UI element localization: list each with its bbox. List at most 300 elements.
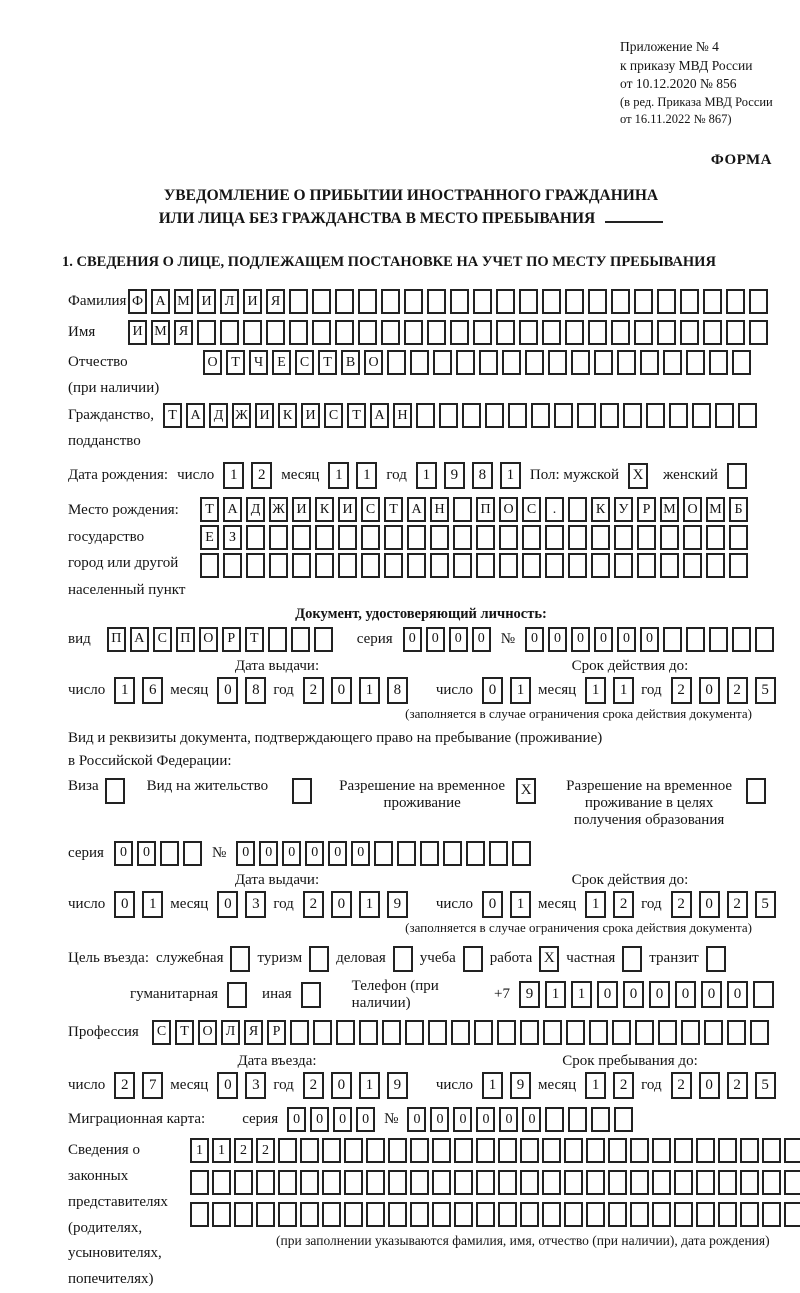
char-box[interactable]: Т [245, 627, 264, 652]
char-box[interactable] [750, 1020, 769, 1045]
char-box[interactable]: Л [221, 1020, 240, 1045]
char-box[interactable] [594, 350, 613, 375]
char-box[interactable]: 2 [303, 677, 324, 704]
char-box[interactable]: Р [267, 1020, 286, 1045]
char-box[interactable] [696, 1202, 715, 1227]
char-box[interactable] [703, 289, 722, 314]
char-box[interactable]: 2 [671, 1072, 692, 1099]
char-box[interactable] [497, 1020, 516, 1045]
birth-place-cells-row1[interactable] [200, 497, 748, 522]
char-box[interactable] [443, 841, 462, 866]
char-box[interactable] [520, 1020, 539, 1045]
char-box[interactable] [729, 525, 748, 550]
char-box[interactable]: 0 [623, 981, 644, 1008]
char-box[interactable]: 2 [256, 1138, 275, 1163]
char-box[interactable]: 2 [613, 891, 634, 918]
char-box[interactable] [374, 841, 393, 866]
char-box[interactable]: 2 [613, 1072, 634, 1099]
char-box[interactable] [586, 1202, 605, 1227]
char-box[interactable] [696, 1170, 715, 1195]
char-box[interactable] [433, 350, 452, 375]
char-box[interactable] [692, 403, 711, 428]
char-box[interactable] [269, 553, 288, 578]
representatives-cells-row1[interactable] [190, 1138, 800, 1163]
char-box[interactable] [454, 1138, 473, 1163]
char-box[interactable] [686, 350, 705, 375]
char-box[interactable] [190, 1202, 209, 1227]
char-box[interactable]: И [128, 320, 147, 345]
char-box[interactable]: В [341, 350, 360, 375]
birth-place-cells-row2[interactable] [200, 525, 748, 550]
char-box[interactable]: 1 [356, 462, 377, 489]
char-box[interactable] [519, 289, 538, 314]
char-box[interactable] [410, 1138, 429, 1163]
char-box[interactable]: 1 [585, 677, 606, 704]
char-box[interactable]: 0 [282, 841, 301, 866]
char-box[interactable] [183, 841, 202, 866]
char-box[interactable] [476, 553, 495, 578]
char-box[interactable]: Т [318, 350, 337, 375]
char-box[interactable]: 0 [525, 627, 544, 652]
residence-issue-month-cells[interactable] [217, 891, 266, 918]
char-box[interactable] [686, 627, 705, 652]
char-box[interactable] [450, 289, 469, 314]
char-box[interactable] [489, 841, 508, 866]
char-box[interactable]: 0 [333, 1107, 352, 1132]
char-box[interactable]: Ж [232, 403, 251, 428]
char-box[interactable] [660, 553, 679, 578]
char-box[interactable]: О [198, 1020, 217, 1045]
char-box[interactable] [289, 289, 308, 314]
char-box[interactable] [439, 403, 458, 428]
char-box[interactable] [410, 1170, 429, 1195]
option-visa-checkbox[interactable] [105, 778, 125, 804]
char-box[interactable] [466, 841, 485, 866]
char-box[interactable] [312, 289, 331, 314]
char-box[interactable] [564, 1202, 583, 1227]
char-box[interactable] [545, 553, 564, 578]
char-box[interactable] [382, 1020, 401, 1045]
char-box[interactable]: И [338, 497, 357, 522]
char-box[interactable] [388, 1138, 407, 1163]
char-box[interactable] [289, 320, 308, 345]
char-box[interactable]: 0 [310, 1107, 329, 1132]
char-box[interactable]: Е [272, 350, 291, 375]
char-box[interactable]: 2 [671, 677, 692, 704]
char-box[interactable] [256, 1202, 275, 1227]
char-box[interactable] [589, 1020, 608, 1045]
char-box[interactable] [381, 320, 400, 345]
char-box[interactable] [519, 320, 538, 345]
char-box[interactable] [361, 553, 380, 578]
char-box[interactable]: С [361, 497, 380, 522]
char-box[interactable]: О [203, 350, 222, 375]
char-box[interactable]: 0 [594, 627, 613, 652]
char-box[interactable] [586, 1138, 605, 1163]
residence-issue-year-cells[interactable] [303, 891, 408, 918]
char-box[interactable]: И [301, 403, 320, 428]
char-box[interactable]: 6 [142, 677, 163, 704]
char-box[interactable] [749, 320, 768, 345]
char-box[interactable] [520, 1202, 539, 1227]
char-box[interactable]: 0 [114, 891, 135, 918]
residence-number-cells[interactable] [236, 841, 531, 866]
char-box[interactable]: С [153, 627, 172, 652]
char-box[interactable]: Н [430, 497, 449, 522]
char-box[interactable]: 8 [472, 462, 493, 489]
char-box[interactable]: 1 [190, 1138, 209, 1163]
patronymic-cells[interactable] [203, 350, 751, 375]
char-box[interactable]: Я [174, 320, 193, 345]
char-box[interactable]: 0 [571, 627, 590, 652]
char-box[interactable] [683, 553, 702, 578]
entry-year-cells[interactable] [303, 1072, 408, 1099]
char-box[interactable] [344, 1170, 363, 1195]
char-box[interactable]: И [243, 289, 262, 314]
char-box[interactable] [612, 1020, 631, 1045]
doc-number-cells[interactable] [525, 627, 774, 652]
char-box[interactable] [715, 403, 734, 428]
char-box[interactable] [784, 1202, 800, 1227]
char-box[interactable]: Б [729, 497, 748, 522]
char-box[interactable]: 0 [548, 627, 567, 652]
char-box[interactable] [454, 1202, 473, 1227]
char-box[interactable] [657, 289, 676, 314]
char-box[interactable]: М [706, 497, 725, 522]
char-box[interactable] [366, 1202, 385, 1227]
char-box[interactable]: 0 [482, 677, 503, 704]
stay-day-cells[interactable] [482, 1072, 531, 1099]
char-box[interactable]: 1 [223, 462, 244, 489]
char-box[interactable]: 3 [245, 1072, 266, 1099]
char-box[interactable] [564, 1170, 583, 1195]
char-box[interactable] [359, 1020, 378, 1045]
char-box[interactable]: 1 [328, 462, 349, 489]
char-box[interactable] [476, 1138, 495, 1163]
doc-series-cells[interactable] [403, 627, 491, 652]
char-box[interactable] [292, 525, 311, 550]
char-box[interactable] [522, 525, 541, 550]
doc-valid-day-cells[interactable] [482, 677, 531, 704]
char-box[interactable] [669, 403, 688, 428]
char-box[interactable]: З [223, 525, 242, 550]
option-temp-residence-checkbox[interactable]: X [516, 778, 536, 804]
char-box[interactable]: К [278, 403, 297, 428]
char-box[interactable] [634, 320, 653, 345]
char-box[interactable] [753, 981, 774, 1008]
char-box[interactable]: М [151, 320, 170, 345]
char-box[interactable]: 0 [430, 1107, 449, 1132]
purpose-humanitarian-checkbox[interactable] [227, 982, 247, 1008]
char-box[interactable] [300, 1202, 319, 1227]
char-box[interactable]: 0 [640, 627, 659, 652]
char-box[interactable]: 9 [387, 891, 408, 918]
char-box[interactable] [366, 1170, 385, 1195]
char-box[interactable] [432, 1138, 451, 1163]
char-box[interactable] [591, 525, 610, 550]
char-box[interactable] [428, 1020, 447, 1045]
char-box[interactable] [476, 525, 495, 550]
char-box[interactable] [683, 525, 702, 550]
char-box[interactable] [246, 525, 265, 550]
char-box[interactable] [564, 1138, 583, 1163]
char-box[interactable] [384, 525, 403, 550]
char-box[interactable]: С [152, 1020, 171, 1045]
char-box[interactable]: 1 [359, 1072, 380, 1099]
char-box[interactable] [614, 525, 633, 550]
purpose-other-checkbox[interactable] [301, 982, 321, 1008]
char-box[interactable] [427, 289, 446, 314]
char-box[interactable]: И [255, 403, 274, 428]
char-box[interactable] [566, 1020, 585, 1045]
char-box[interactable] [410, 1202, 429, 1227]
char-box[interactable] [565, 320, 584, 345]
char-box[interactable] [542, 1202, 561, 1227]
char-box[interactable] [637, 525, 656, 550]
residence-valid-year-cells[interactable] [671, 891, 776, 918]
residence-issue-day-cells[interactable] [114, 891, 163, 918]
char-box[interactable] [160, 841, 179, 866]
char-box[interactable] [451, 1020, 470, 1045]
purpose-business-checkbox[interactable] [393, 946, 413, 972]
char-box[interactable] [709, 350, 728, 375]
char-box[interactable]: П [476, 497, 495, 522]
doc-issue-month-cells[interactable] [217, 677, 266, 704]
char-box[interactable] [300, 1138, 319, 1163]
migration-number-cells[interactable] [407, 1107, 633, 1132]
char-box[interactable] [499, 525, 518, 550]
char-box[interactable] [637, 553, 656, 578]
char-box[interactable]: 0 [675, 981, 696, 1008]
char-box[interactable] [335, 289, 354, 314]
char-box[interactable] [545, 1107, 564, 1132]
char-box[interactable] [278, 1170, 297, 1195]
char-box[interactable]: 0 [472, 627, 491, 652]
char-box[interactable] [663, 350, 682, 375]
char-box[interactable] [223, 553, 242, 578]
char-box[interactable]: П [107, 627, 126, 652]
char-box[interactable] [473, 289, 492, 314]
char-box[interactable]: У [614, 497, 633, 522]
char-box[interactable] [404, 320, 423, 345]
char-box[interactable]: Т [163, 403, 182, 428]
char-box[interactable] [617, 350, 636, 375]
char-box[interactable] [681, 1020, 700, 1045]
char-box[interactable] [591, 553, 610, 578]
char-box[interactable] [338, 525, 357, 550]
char-box[interactable] [498, 1202, 517, 1227]
char-box[interactable] [658, 1020, 677, 1045]
char-box[interactable] [243, 320, 262, 345]
char-box[interactable] [706, 553, 725, 578]
char-box[interactable] [727, 1020, 746, 1045]
char-box[interactable]: Ч [249, 350, 268, 375]
char-box[interactable]: 0 [617, 627, 636, 652]
char-box[interactable] [630, 1138, 649, 1163]
char-box[interactable] [313, 1020, 332, 1045]
char-box[interactable] [512, 841, 531, 866]
char-box[interactable] [696, 1138, 715, 1163]
char-box[interactable] [335, 320, 354, 345]
phone-cells[interactable] [519, 981, 774, 1008]
char-box[interactable] [663, 627, 682, 652]
char-box[interactable]: 1 [416, 462, 437, 489]
char-box[interactable] [473, 320, 492, 345]
char-box[interactable]: 9 [519, 981, 540, 1008]
char-box[interactable] [630, 1170, 649, 1195]
char-box[interactable] [657, 320, 676, 345]
doc-kind-cells[interactable] [107, 627, 333, 652]
char-box[interactable] [344, 1138, 363, 1163]
char-box[interactable]: 5 [755, 677, 776, 704]
purpose-work-checkbox[interactable]: X [539, 946, 559, 972]
purpose-official-checkbox[interactable] [230, 946, 250, 972]
citizenship-cells[interactable] [163, 403, 757, 428]
char-box[interactable] [565, 289, 584, 314]
option-temp-residence-education-checkbox[interactable] [746, 778, 766, 804]
char-box[interactable]: 1 [359, 677, 380, 704]
char-box[interactable]: 1 [510, 891, 531, 918]
char-box[interactable] [674, 1202, 693, 1227]
char-box[interactable] [732, 627, 751, 652]
stay-month-cells[interactable] [585, 1072, 634, 1099]
char-box[interactable] [388, 1170, 407, 1195]
char-box[interactable] [709, 627, 728, 652]
char-box[interactable]: Д [246, 497, 265, 522]
char-box[interactable]: 0 [476, 1107, 495, 1132]
char-box[interactable]: 2 [251, 462, 272, 489]
char-box[interactable] [784, 1138, 800, 1163]
residence-valid-month-cells[interactable] [585, 891, 634, 918]
char-box[interactable] [366, 1138, 385, 1163]
char-box[interactable] [430, 553, 449, 578]
char-box[interactable] [410, 350, 429, 375]
char-box[interactable] [278, 1138, 297, 1163]
gender-male-checkbox[interactable]: X [628, 463, 648, 489]
char-box[interactable] [420, 841, 439, 866]
char-box[interactable]: 9 [387, 1072, 408, 1099]
char-box[interactable] [291, 627, 310, 652]
char-box[interactable]: 0 [287, 1107, 306, 1132]
char-box[interactable]: 0 [699, 1072, 720, 1099]
profession-cells[interactable] [152, 1020, 769, 1045]
char-box[interactable] [474, 1020, 493, 1045]
char-box[interactable]: 0 [305, 841, 324, 866]
doc-valid-year-cells[interactable] [671, 677, 776, 704]
char-box[interactable]: 1 [585, 1072, 606, 1099]
char-box[interactable] [358, 320, 377, 345]
char-box[interactable] [361, 525, 380, 550]
char-box[interactable]: 2 [234, 1138, 253, 1163]
char-box[interactable]: А [151, 289, 170, 314]
char-box[interactable]: К [315, 497, 334, 522]
char-box[interactable]: Ф [128, 289, 147, 314]
char-box[interactable]: 2 [303, 891, 324, 918]
char-box[interactable]: 0 [356, 1107, 375, 1132]
char-box[interactable] [646, 403, 665, 428]
char-box[interactable] [430, 525, 449, 550]
char-box[interactable]: 1 [359, 891, 380, 918]
char-box[interactable] [542, 1170, 561, 1195]
char-box[interactable] [568, 1107, 587, 1132]
char-box[interactable] [640, 350, 659, 375]
char-box[interactable] [652, 1170, 671, 1195]
char-box[interactable]: 0 [522, 1107, 541, 1132]
char-box[interactable] [212, 1170, 231, 1195]
char-box[interactable]: Н [393, 403, 412, 428]
char-box[interactable]: 0 [449, 627, 468, 652]
char-box[interactable] [485, 403, 504, 428]
char-box[interactable] [496, 320, 515, 345]
birth-day-cells[interactable] [223, 462, 272, 489]
doc-issue-year-cells[interactable] [303, 677, 408, 704]
char-box[interactable] [571, 350, 590, 375]
char-box[interactable] [256, 1170, 275, 1195]
char-box[interactable]: 7 [142, 1072, 163, 1099]
char-box[interactable] [499, 553, 518, 578]
char-box[interactable] [266, 320, 285, 345]
char-box[interactable] [568, 497, 587, 522]
char-box[interactable]: 0 [217, 677, 238, 704]
char-box[interactable] [268, 627, 287, 652]
char-box[interactable] [614, 1107, 633, 1132]
purpose-tourism-checkbox[interactable] [309, 946, 329, 972]
purpose-transit-checkbox[interactable] [706, 946, 726, 972]
char-box[interactable]: М [174, 289, 193, 314]
char-box[interactable] [322, 1170, 341, 1195]
char-box[interactable] [234, 1170, 253, 1195]
char-box[interactable] [554, 403, 573, 428]
char-box[interactable] [300, 1170, 319, 1195]
char-box[interactable] [531, 403, 550, 428]
residence-valid-day-cells[interactable] [482, 891, 531, 918]
char-box[interactable] [740, 1138, 759, 1163]
char-box[interactable]: 5 [755, 1072, 776, 1099]
char-box[interactable] [543, 1020, 562, 1045]
char-box[interactable]: 2 [114, 1072, 135, 1099]
char-box[interactable] [608, 1202, 627, 1227]
char-box[interactable]: 0 [351, 841, 370, 866]
char-box[interactable] [635, 1020, 654, 1045]
char-box[interactable]: И [292, 497, 311, 522]
char-box[interactable] [732, 350, 751, 375]
char-box[interactable] [453, 525, 472, 550]
char-box[interactable]: О [199, 627, 218, 652]
char-box[interactable] [315, 553, 334, 578]
char-box[interactable]: 8 [387, 677, 408, 704]
char-box[interactable] [755, 627, 774, 652]
char-box[interactable] [623, 403, 642, 428]
char-box[interactable]: 0 [426, 627, 445, 652]
purpose-private-checkbox[interactable] [622, 946, 642, 972]
char-box[interactable] [322, 1138, 341, 1163]
char-box[interactable]: . [545, 497, 564, 522]
char-box[interactable] [749, 289, 768, 314]
char-box[interactable]: М [660, 497, 679, 522]
char-box[interactable] [453, 553, 472, 578]
char-box[interactable] [762, 1170, 781, 1195]
char-box[interactable] [674, 1138, 693, 1163]
surname-cells[interactable] [128, 289, 768, 314]
char-box[interactable] [496, 289, 515, 314]
representatives-cells-row2[interactable] [190, 1170, 800, 1195]
char-box[interactable]: Т [175, 1020, 194, 1045]
char-box[interactable]: 1 [142, 891, 163, 918]
char-box[interactable]: 9 [510, 1072, 531, 1099]
char-box[interactable] [338, 553, 357, 578]
char-box[interactable] [704, 1020, 723, 1045]
char-box[interactable] [738, 403, 757, 428]
